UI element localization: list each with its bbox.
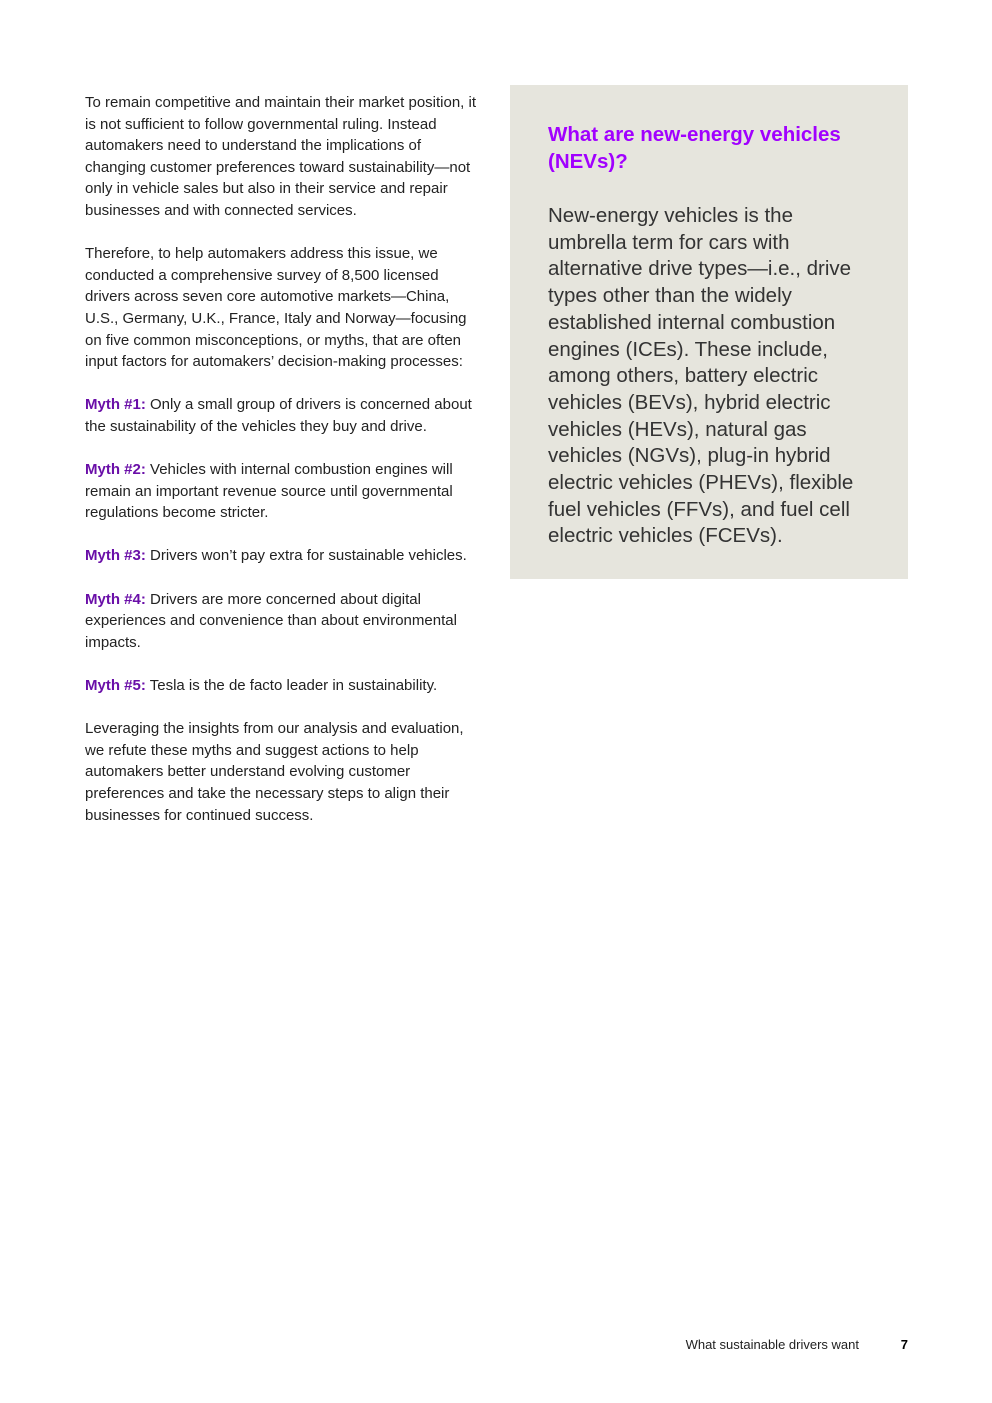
main-text-column bbox=[85, 92, 481, 848]
myth-3-text: Drivers won’t pay extra for sustainable vehicles. bbox=[145, 547, 467, 565]
myth-4-paragraph bbox=[85, 589, 481, 654]
myth-5-label: Myth #5: bbox=[85, 677, 146, 695]
myth-2-label: Myth #2: bbox=[85, 461, 146, 479]
myth-3-label: Myth #3: bbox=[85, 547, 146, 565]
survey-paragraph: Therefore, to help automakers address this issue, we conducted a comprehensive survey of 8,500 licensed drivers across seven core automotive markets—China, U.S., Germany, U.K., France, Italy and Norway—focusing on five common misconceptions, or myths, that are often input factors for automakers’ decision-making processes: bbox=[85, 245, 467, 371]
page-footer bbox=[0, 1337, 992, 1357]
intro-paragraph: To remain competitive and maintain their market position, it is not sufficient to follow governmental ruling. Instead automakers need to understand the implications of changing customer preferences toward sustainability—not only in vehicle sales but also in their service and repair businesses and with connected services. bbox=[85, 94, 477, 219]
myth-3-paragraph bbox=[85, 545, 481, 567]
footer-title: What sustainable drivers want bbox=[685, 1337, 859, 1352]
page-number: 7 bbox=[900, 1337, 908, 1352]
closing-paragraph: Leveraging the insights from our analysis and evaluation, we refute these myths and suggest actions to help automakers better understand evolving customer preferences and take the necessary steps to align their businesses for continued success. bbox=[85, 720, 464, 824]
myth-2-paragraph bbox=[85, 459, 481, 524]
nev-definition-sidebar bbox=[510, 85, 908, 579]
myth-5-text: Tesla is the de facto leader in sustainability. bbox=[145, 677, 438, 695]
sidebar-title: What are new-energy vehicles (NEVs)? bbox=[548, 123, 841, 173]
myth-4-label: Myth #4: bbox=[85, 590, 146, 608]
myth-5-paragraph bbox=[85, 675, 481, 697]
myth-4-text: Drivers are more concerned about digital experiences and convenience than about environmental impacts. bbox=[85, 590, 457, 651]
myth-1-text: Only a small group of drivers is concerned about the sustainability of the vehicles they buy and drive. bbox=[85, 396, 472, 435]
myth-1-paragraph bbox=[85, 394, 481, 437]
myth-1-label: Myth #1: bbox=[85, 396, 146, 414]
sidebar-body: New-energy vehicles is the umbrella term for cars with alternative drive types—i.e., drive types other than the widely established internal combustion engines (ICEs). These include, among others, battery electric vehicles (BEVs), hybrid electric vehicles (HEVs), natural gas vehicles (NGVs), plug-in hybrid electric vehicles (PHEVs), flexible fuel vehicles (FFVs), and fuel cell electric vehicles (FCEVs). bbox=[548, 204, 854, 548]
myth-2-text: Vehicles with internal combustion engines will remain an important revenue source until governmental regulations become stricter. bbox=[85, 461, 453, 522]
